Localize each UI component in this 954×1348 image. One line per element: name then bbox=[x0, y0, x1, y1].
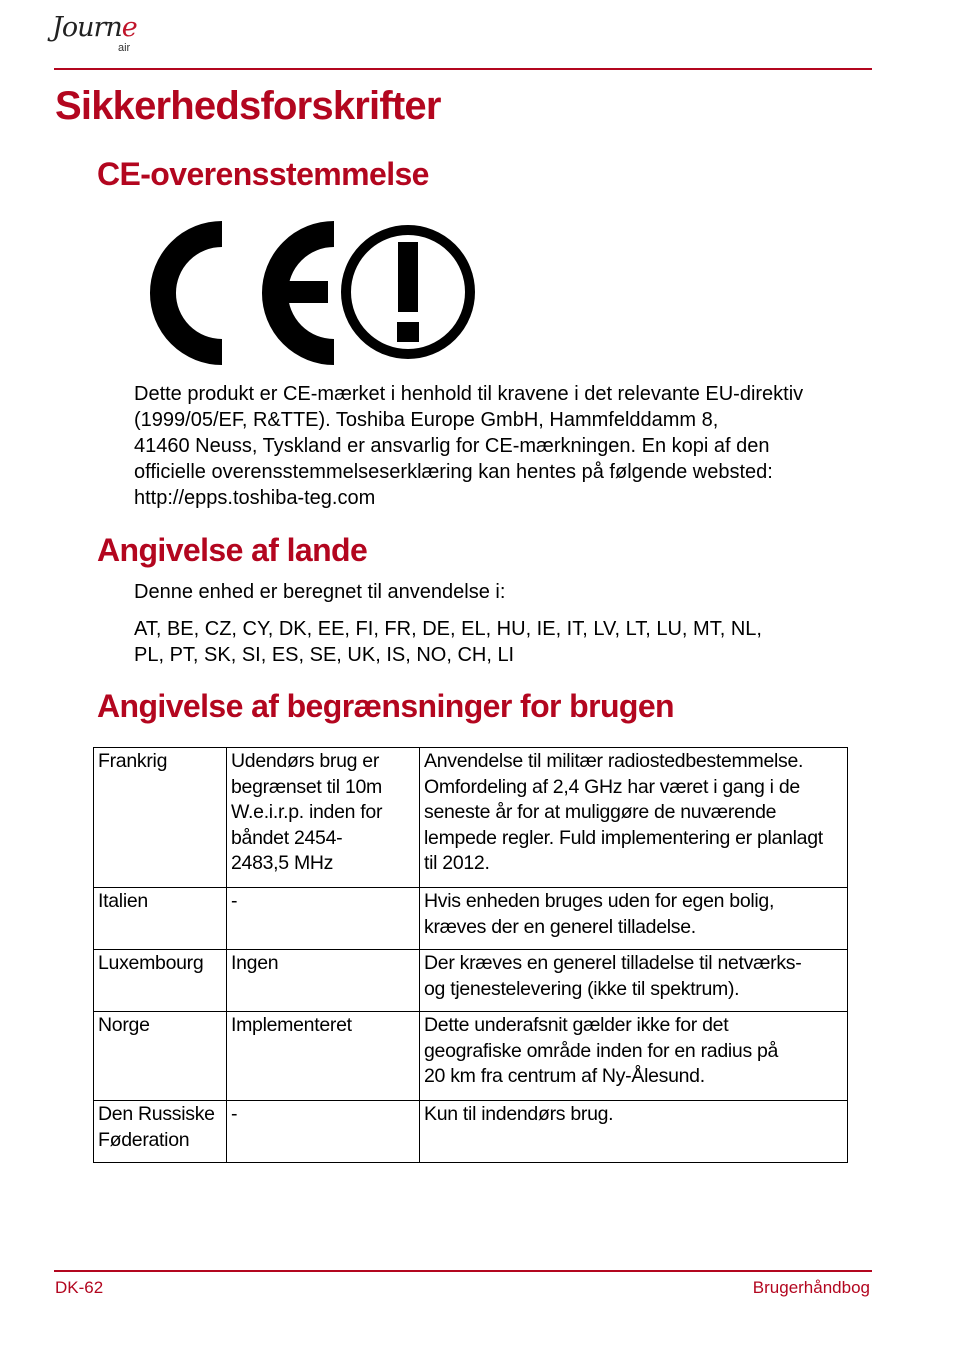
journe-air-logo bbox=[52, 12, 142, 64]
logo-air: air bbox=[118, 42, 131, 54]
cell-line: - bbox=[231, 1103, 238, 1125]
cell-line: båndet 2454- bbox=[231, 826, 343, 849]
ce-url: http://epps.toshiba-teg.com bbox=[134, 487, 376, 509]
cell-line: kræves der en generel tilladelse. bbox=[424, 915, 696, 938]
table-cell-note bbox=[420, 1012, 848, 1101]
ce-line: (1999/05/EF, R&TTE). Toshiba Europe GmbH, Hammfelddamm 8, bbox=[134, 409, 719, 431]
countries-intro: Denne enhed er beregnet til anvendelse i: bbox=[134, 581, 506, 603]
countries-heading: Angivelse af lande bbox=[97, 532, 368, 568]
cell-line: Implementeret bbox=[231, 1014, 352, 1036]
cell-line: Den Russiske bbox=[98, 1103, 215, 1125]
cell-line: Frankrig bbox=[98, 750, 168, 772]
ce-heading: CE-overensstemmelse bbox=[97, 156, 429, 192]
ce-alert-mark-icon bbox=[140, 218, 480, 368]
table-cell-status bbox=[227, 888, 420, 950]
countries-line: AT, BE, CZ, CY, DK, EE, FI, FR, DE, EL, HU, IE, IT, LV, LT, LU, MT, NL, bbox=[134, 618, 762, 640]
table-cell-note bbox=[420, 748, 848, 888]
cell-line: Dette underafsnit gælder ikke for det bbox=[424, 1014, 729, 1036]
table-cell-status bbox=[227, 748, 420, 888]
countries-list bbox=[134, 616, 874, 668]
table-cell-note bbox=[420, 950, 848, 1012]
cell-line: Ingen bbox=[231, 952, 279, 974]
table-cell-status bbox=[227, 1012, 420, 1101]
cell-line: Udendørs brug er bbox=[231, 750, 380, 772]
cell-line: - bbox=[231, 890, 238, 912]
table-cell-country bbox=[94, 748, 227, 888]
table-cell-country bbox=[94, 1101, 227, 1163]
logo-accent: e bbox=[121, 12, 137, 43]
header-rule bbox=[54, 68, 872, 70]
cell-line: Omfordeling af 2,4 GHz har været i gang i de bbox=[424, 775, 800, 798]
cell-line: Føderation bbox=[98, 1128, 190, 1151]
cell-line: og tjenestelevering (ikke til spektrum). bbox=[424, 977, 740, 1000]
logo-script: Journe bbox=[52, 12, 137, 43]
cell-line: Der kræves en generel tilladelse til netværks- bbox=[424, 952, 802, 974]
table-row bbox=[94, 748, 848, 888]
cell-line: Hvis enheden bruges uden for egen bolig, bbox=[424, 890, 775, 912]
page-title: Sikkerhedsforskrifter bbox=[55, 84, 441, 128]
footer-rule bbox=[54, 1270, 872, 1272]
table-row bbox=[94, 1101, 848, 1163]
cell-line: Norge bbox=[98, 1014, 150, 1036]
cell-line: Luxembourg bbox=[98, 952, 204, 974]
table-cell-status bbox=[227, 950, 420, 1012]
cell-line: geografiske område inden for en radius på bbox=[424, 1039, 779, 1062]
table-cell-note bbox=[420, 1101, 848, 1163]
table-cell-status bbox=[227, 1101, 420, 1163]
cell-line: Anvendelse til militær radiostedbestemmelse. bbox=[424, 750, 804, 772]
cell-line: lempede regler. Fuld implementering er planlagt bbox=[424, 826, 823, 849]
ce-line: 41460 Neuss, Tyskland er ansvarlig for CE-mærkningen. En kopi af den bbox=[134, 435, 770, 457]
cell-line: 20 km fra centrum af Ny-Ålesund. bbox=[424, 1065, 705, 1087]
table-row bbox=[94, 1012, 848, 1101]
cell-line: W.e.i.r.p. inden for bbox=[231, 801, 383, 823]
cell-line: til 2012. bbox=[424, 852, 490, 874]
table-cell-country bbox=[94, 950, 227, 1012]
manual-name: Brugerhåndbog bbox=[752, 1278, 870, 1297]
cell-line: Kun til indendørs brug. bbox=[424, 1103, 614, 1125]
restrictions-table bbox=[93, 747, 848, 1163]
ce-line: Dette produkt er CE-mærket i henhold til kravene i det relevante EU-direktiv bbox=[134, 383, 804, 405]
page-number: DK-62 bbox=[55, 1278, 104, 1297]
ce-paragraph bbox=[134, 381, 874, 511]
restrictions-heading: Angivelse af begrænsninger for brugen bbox=[97, 688, 675, 724]
table-cell-note bbox=[420, 888, 848, 950]
table-cell-country bbox=[94, 1012, 227, 1101]
table-row bbox=[94, 950, 848, 1012]
cell-line: seneste år for at muliggøre de nuværende bbox=[424, 801, 777, 823]
table-row bbox=[94, 888, 848, 950]
ce-line: officielle overensstemmelseserklæring kan hentes på følgende websted: bbox=[134, 461, 773, 483]
table-cell-country bbox=[94, 888, 227, 950]
cell-line: 2483,5 MHz bbox=[231, 852, 334, 874]
cell-line: Italien bbox=[98, 890, 148, 912]
countries-line: PL, PT, SK, SI, ES, SE, UK, IS, NO, CH, LI bbox=[134, 644, 515, 666]
cell-line: begrænset til 10m bbox=[231, 775, 382, 798]
